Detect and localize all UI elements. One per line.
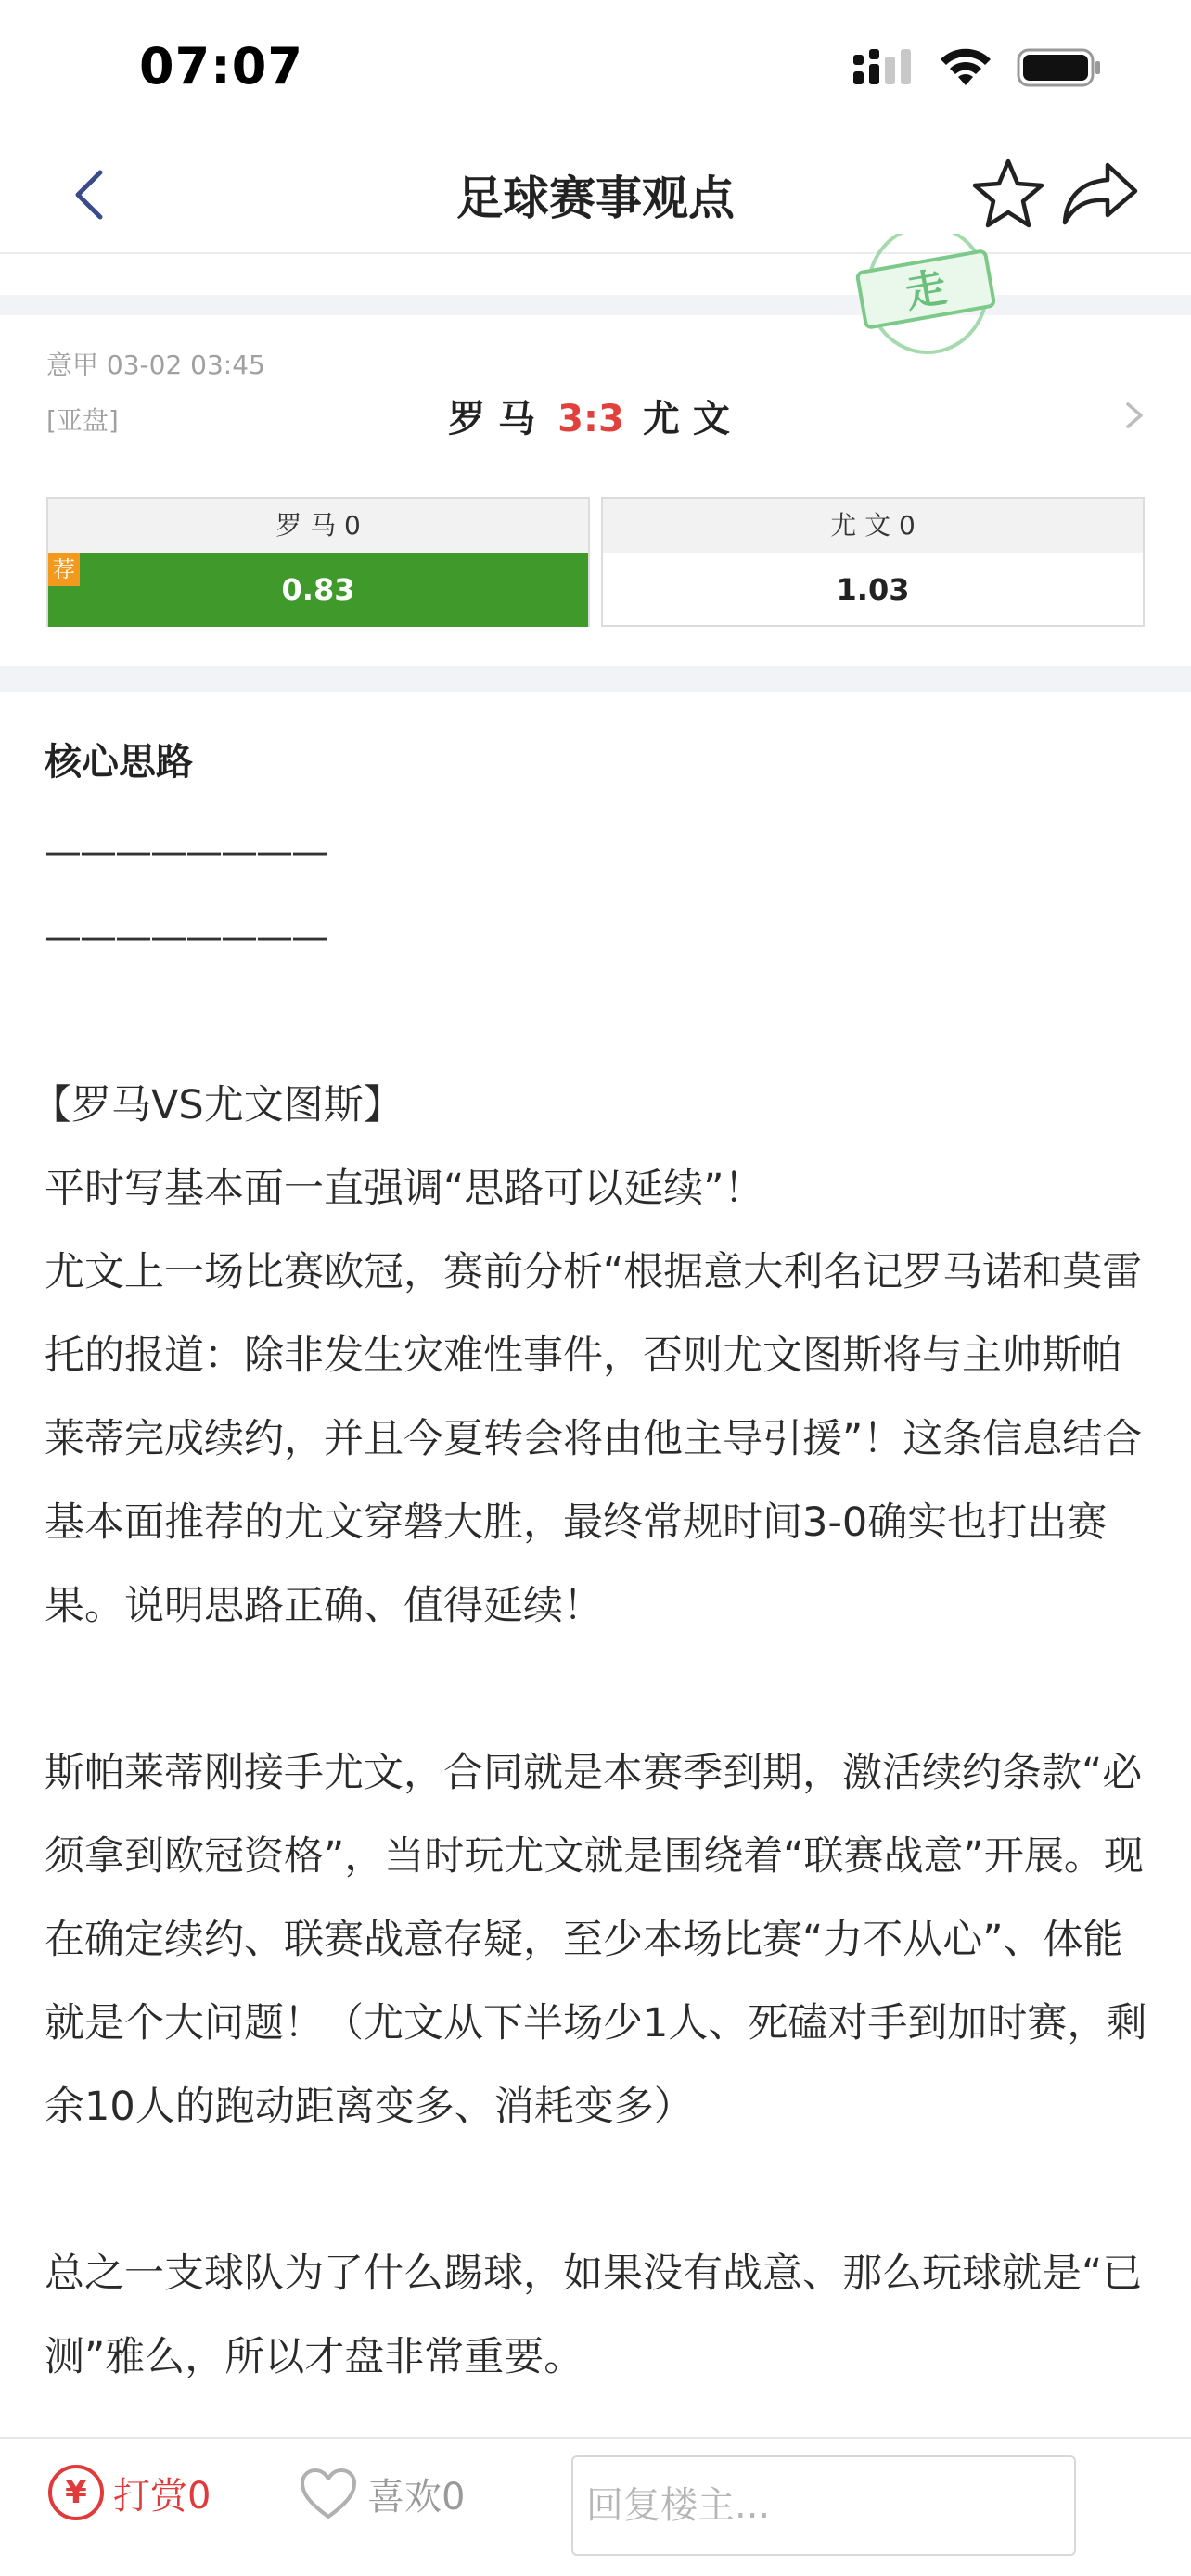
result-stamp [852,234,1000,363]
page-title: 足球赛事观点 [456,172,735,225]
nav-bar [0,139,1191,254]
home-team: 罗马 [448,398,549,440]
odds-home-value-cell [48,553,588,627]
chevron-right-icon[interactable] [1121,397,1148,434]
bottom-action-bar [0,2437,1191,2576]
reply-input[interactable] [571,2455,1076,2556]
tip-label: 打赏0 [113,2474,211,2518]
share-icon[interactable] [1059,156,1141,232]
core-idea-title: 核心思路 [45,741,193,784]
odds-away-value: 1.03 [836,572,910,607]
article-paragraph: 平时写基本面一直强调“思路可以延续”！ [45,1166,764,1212]
article-body [32,733,1158,2399]
article-paragraph: 【罗马VS尤文图斯】 [32,1082,403,1129]
yen-icon: ¥ [48,2465,104,2520]
odds-away[interactable] [601,497,1145,627]
odds-home[interactable] [46,497,590,627]
odds-home-label: 罗 马 0 [48,499,588,553]
like-label: 喜欢0 [367,2475,466,2519]
article-paragraph: 尤文上一场比赛欧冠，赛前分析“根据意大利名记罗马诺和莫雷托的报道：除非发生灾难性事件，否则尤文图斯将与主帅斯帕莱蒂完成续约，并且今夏转会将由他主导引援”！这条信息结合基本面推荐的尤文穿磐大胜，最终常规时间3-0确实也打出赛果。说明思路正确、值得延续！ [45,1249,1143,1629]
status-time: 07:07 [139,37,303,96]
cellular-signal-icon [853,49,915,86]
away-team: 尤文 [642,398,743,440]
heart-icon [299,2467,358,2520]
stamp-text: 走 [902,263,951,318]
top-separator [0,295,1191,315]
odds-home-value: 0.83 [281,572,355,607]
article-paragraph: 总之一支球队为了什么踢球，如果没有战意、那么玩球就是“已测”雅么，所以才盘非常重要。 [45,2251,1143,2380]
league-time: 意甲 03-02 03:45 [46,350,265,380]
card-separator [0,666,1191,692]
battery-icon [1017,48,1102,87]
status-bar [0,0,1191,139]
odds-away-label: 尤 文 0 [603,499,1143,553]
blank-line [45,980,1158,1064]
blank-line [45,2149,1158,2232]
match-score: 3:3 [557,398,624,440]
status-icons [853,48,1102,87]
blank-line [45,1648,1158,1731]
tip-button[interactable] [48,2465,211,2520]
like-button[interactable] [299,2467,465,2520]
divider-line-1: ———————— [45,831,327,874]
divider-line-2: ———————— [45,916,327,959]
star-icon[interactable] [970,156,1046,232]
wifi-icon [939,48,992,87]
handicap-type: [亚盘] [46,405,119,436]
article-paragraph: 斯帕莱蒂刚接手尤文，合同就是本赛季到期，激活续约条款“必须拿到欧冠资格”，当时玩尤文就是围绕着“联赛战意”开展。现在确定续约、联赛战意存疑，至少本场比赛“力不从心”、体能就是个大问题！（尤文从下半场少1人、死磕对手到加时赛，剩余10人的跑动距离变多、消耗变多） [45,1750,1147,2130]
recommend-badge: 荐 [48,553,80,586]
match-row[interactable] [0,389,1191,442]
